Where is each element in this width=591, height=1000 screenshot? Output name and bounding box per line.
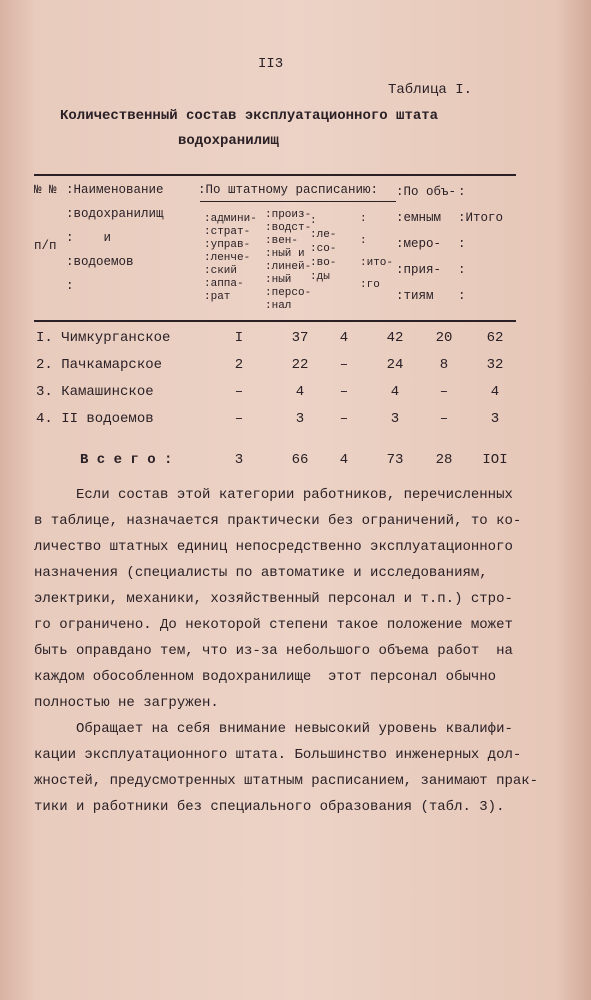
header-line: :нал [265, 300, 292, 312]
cell-prod: 66 [291, 452, 309, 468]
cell-itogo: 73 [386, 452, 404, 468]
page-number: II3 [258, 56, 284, 72]
row-name: 3. Камашинское [36, 384, 154, 400]
table-row [36, 330, 556, 350]
row-name: 2. Пачкамарское [36, 357, 163, 373]
header-line: :ный и [265, 248, 305, 260]
cell-meas: – [439, 384, 449, 400]
text-line: электрики, механики, хозяйственный персонал и т.п.) стро- [34, 591, 513, 607]
cell-meas: 8 [439, 357, 449, 373]
header-col2 [66, 183, 164, 303]
cell-prod: 3 [295, 411, 305, 427]
header-line: : [458, 263, 466, 277]
header-line: :водст- [265, 222, 312, 234]
cell-total: IOI [482, 452, 508, 468]
header-line: :водоемов [66, 255, 134, 269]
cell-prod: 4 [295, 384, 305, 400]
header-col-itogo [360, 214, 393, 302]
table-top-rule [34, 174, 516, 176]
text-line: кации эксплуатационного штата. Большинство инженерных дол- [34, 747, 522, 763]
text-line: полностью не загружен. [34, 695, 219, 711]
header-line: :ле- [310, 229, 337, 241]
row-name: В с е г о : [80, 452, 173, 468]
cell-itogo: 4 [390, 384, 400, 400]
text-line: Если состав этой категории работников, перечисленных [34, 487, 513, 503]
cell-total: 4 [490, 384, 500, 400]
header-line: : [458, 289, 466, 303]
cell-meas: 28 [435, 452, 453, 468]
header-line: : [66, 279, 74, 293]
cell-les: – [339, 384, 349, 400]
cell-prod: 22 [291, 357, 309, 373]
text-line: жностей, предусмотренных штатным расписанием, занимают прак- [34, 773, 539, 789]
table-group-rule [200, 201, 396, 202]
text-line: тики и работники без специального образования (табл. 3). [34, 799, 505, 815]
cell-itogo: 3 [390, 411, 400, 427]
header-line: :админи- [204, 213, 257, 225]
cell-itogo: 42 [386, 330, 404, 346]
text-line: го ограничено. До некоторой степени такое положение может [34, 617, 513, 633]
header-line: :произ- [265, 209, 312, 221]
header-line: :ный [265, 274, 292, 286]
text-line: в таблице, назначается практически без ограничений, то ко- [34, 513, 522, 529]
header-line [34, 211, 57, 239]
header-line: :По объ- [396, 185, 457, 199]
table-title-cont: водохранилищ [178, 133, 279, 149]
header-col-prod [265, 210, 311, 314]
cell-les: – [339, 357, 349, 373]
paragraph-1 [34, 482, 564, 716]
header-line: :тиям [396, 289, 434, 303]
text-line: назначения (специалисты по автоматике и исследованиям, [34, 565, 488, 581]
header-col-total [458, 185, 503, 315]
header-line: :ский [204, 265, 238, 277]
header-line: :вен- [265, 235, 299, 247]
cell-prod: 37 [291, 330, 309, 346]
header-line: :емным [396, 211, 442, 225]
header-line: :рат [204, 291, 231, 303]
header-line: :ленче- [204, 252, 251, 264]
header-line: : и [66, 231, 112, 245]
header-line: :меро- [396, 237, 442, 251]
header-col-meas [396, 185, 456, 315]
header-line: :Наименование [66, 183, 164, 197]
header-line: :со- [310, 243, 337, 255]
text-line: личество штатных единиц непосредственно эксплуатационного [34, 539, 513, 555]
header-line: :аппа- [204, 278, 244, 290]
header-line: :ды [310, 271, 330, 283]
header-col1 [34, 183, 57, 267]
header-line: :линей- [265, 261, 312, 273]
header-line: :водохранилищ [66, 207, 164, 221]
header-line: : [360, 235, 367, 247]
cell-admin: – [234, 411, 244, 427]
table-row [36, 357, 556, 377]
header-line: : [310, 215, 317, 227]
header-line: :го [360, 279, 380, 291]
paragraph-2 [34, 716, 564, 820]
header-line: : [458, 185, 466, 199]
header-line: : [360, 213, 367, 225]
row-name: I. Чимкурганское [36, 330, 171, 346]
cell-meas: – [439, 411, 449, 427]
table-header-rule [34, 320, 516, 322]
header-line: :Итого [458, 211, 504, 225]
header-line: :страт- [204, 226, 251, 238]
header-col-admin [204, 214, 257, 305]
header-group: :По штатному расписанию: [198, 183, 379, 197]
text-line: каждом обособленном водохранилище этот персонал обычно [34, 669, 497, 685]
header-line: п/п [34, 239, 57, 253]
table-title: Количественный состав эксплуатационного штата [60, 108, 439, 124]
cell-admin: I [234, 330, 244, 346]
header-line: № № [34, 183, 57, 197]
header-line: :управ- [204, 239, 251, 251]
header-line: :прия- [396, 263, 442, 277]
cell-admin: – [234, 384, 244, 400]
header-line: : [458, 237, 466, 251]
cell-les: 4 [339, 330, 349, 346]
header-line: :ито- [360, 257, 394, 269]
cell-les: 4 [339, 452, 349, 468]
cell-total: 62 [486, 330, 504, 346]
table-row [36, 411, 556, 431]
cell-total: 3 [490, 411, 500, 427]
cell-admin: 2 [234, 357, 244, 373]
text-line: быть оправдано тем, что из-за небольшого объема работ на [34, 643, 513, 659]
header-line: :персо- [265, 287, 312, 299]
row-name: 4. II водоемов [36, 411, 154, 427]
header-line: :во- [310, 257, 337, 269]
header-col-les [310, 216, 336, 286]
table-row [36, 384, 556, 404]
cell-les: – [339, 411, 349, 427]
table-total-row [36, 452, 556, 472]
cell-itogo: 24 [386, 357, 404, 373]
cell-total: 32 [486, 357, 504, 373]
cell-meas: 20 [435, 330, 453, 346]
text-line: Обращает на себя внимание невысокий уровень квалифи- [34, 721, 513, 737]
cell-admin: 3 [234, 452, 244, 468]
table-label: Таблица I. [388, 82, 473, 98]
